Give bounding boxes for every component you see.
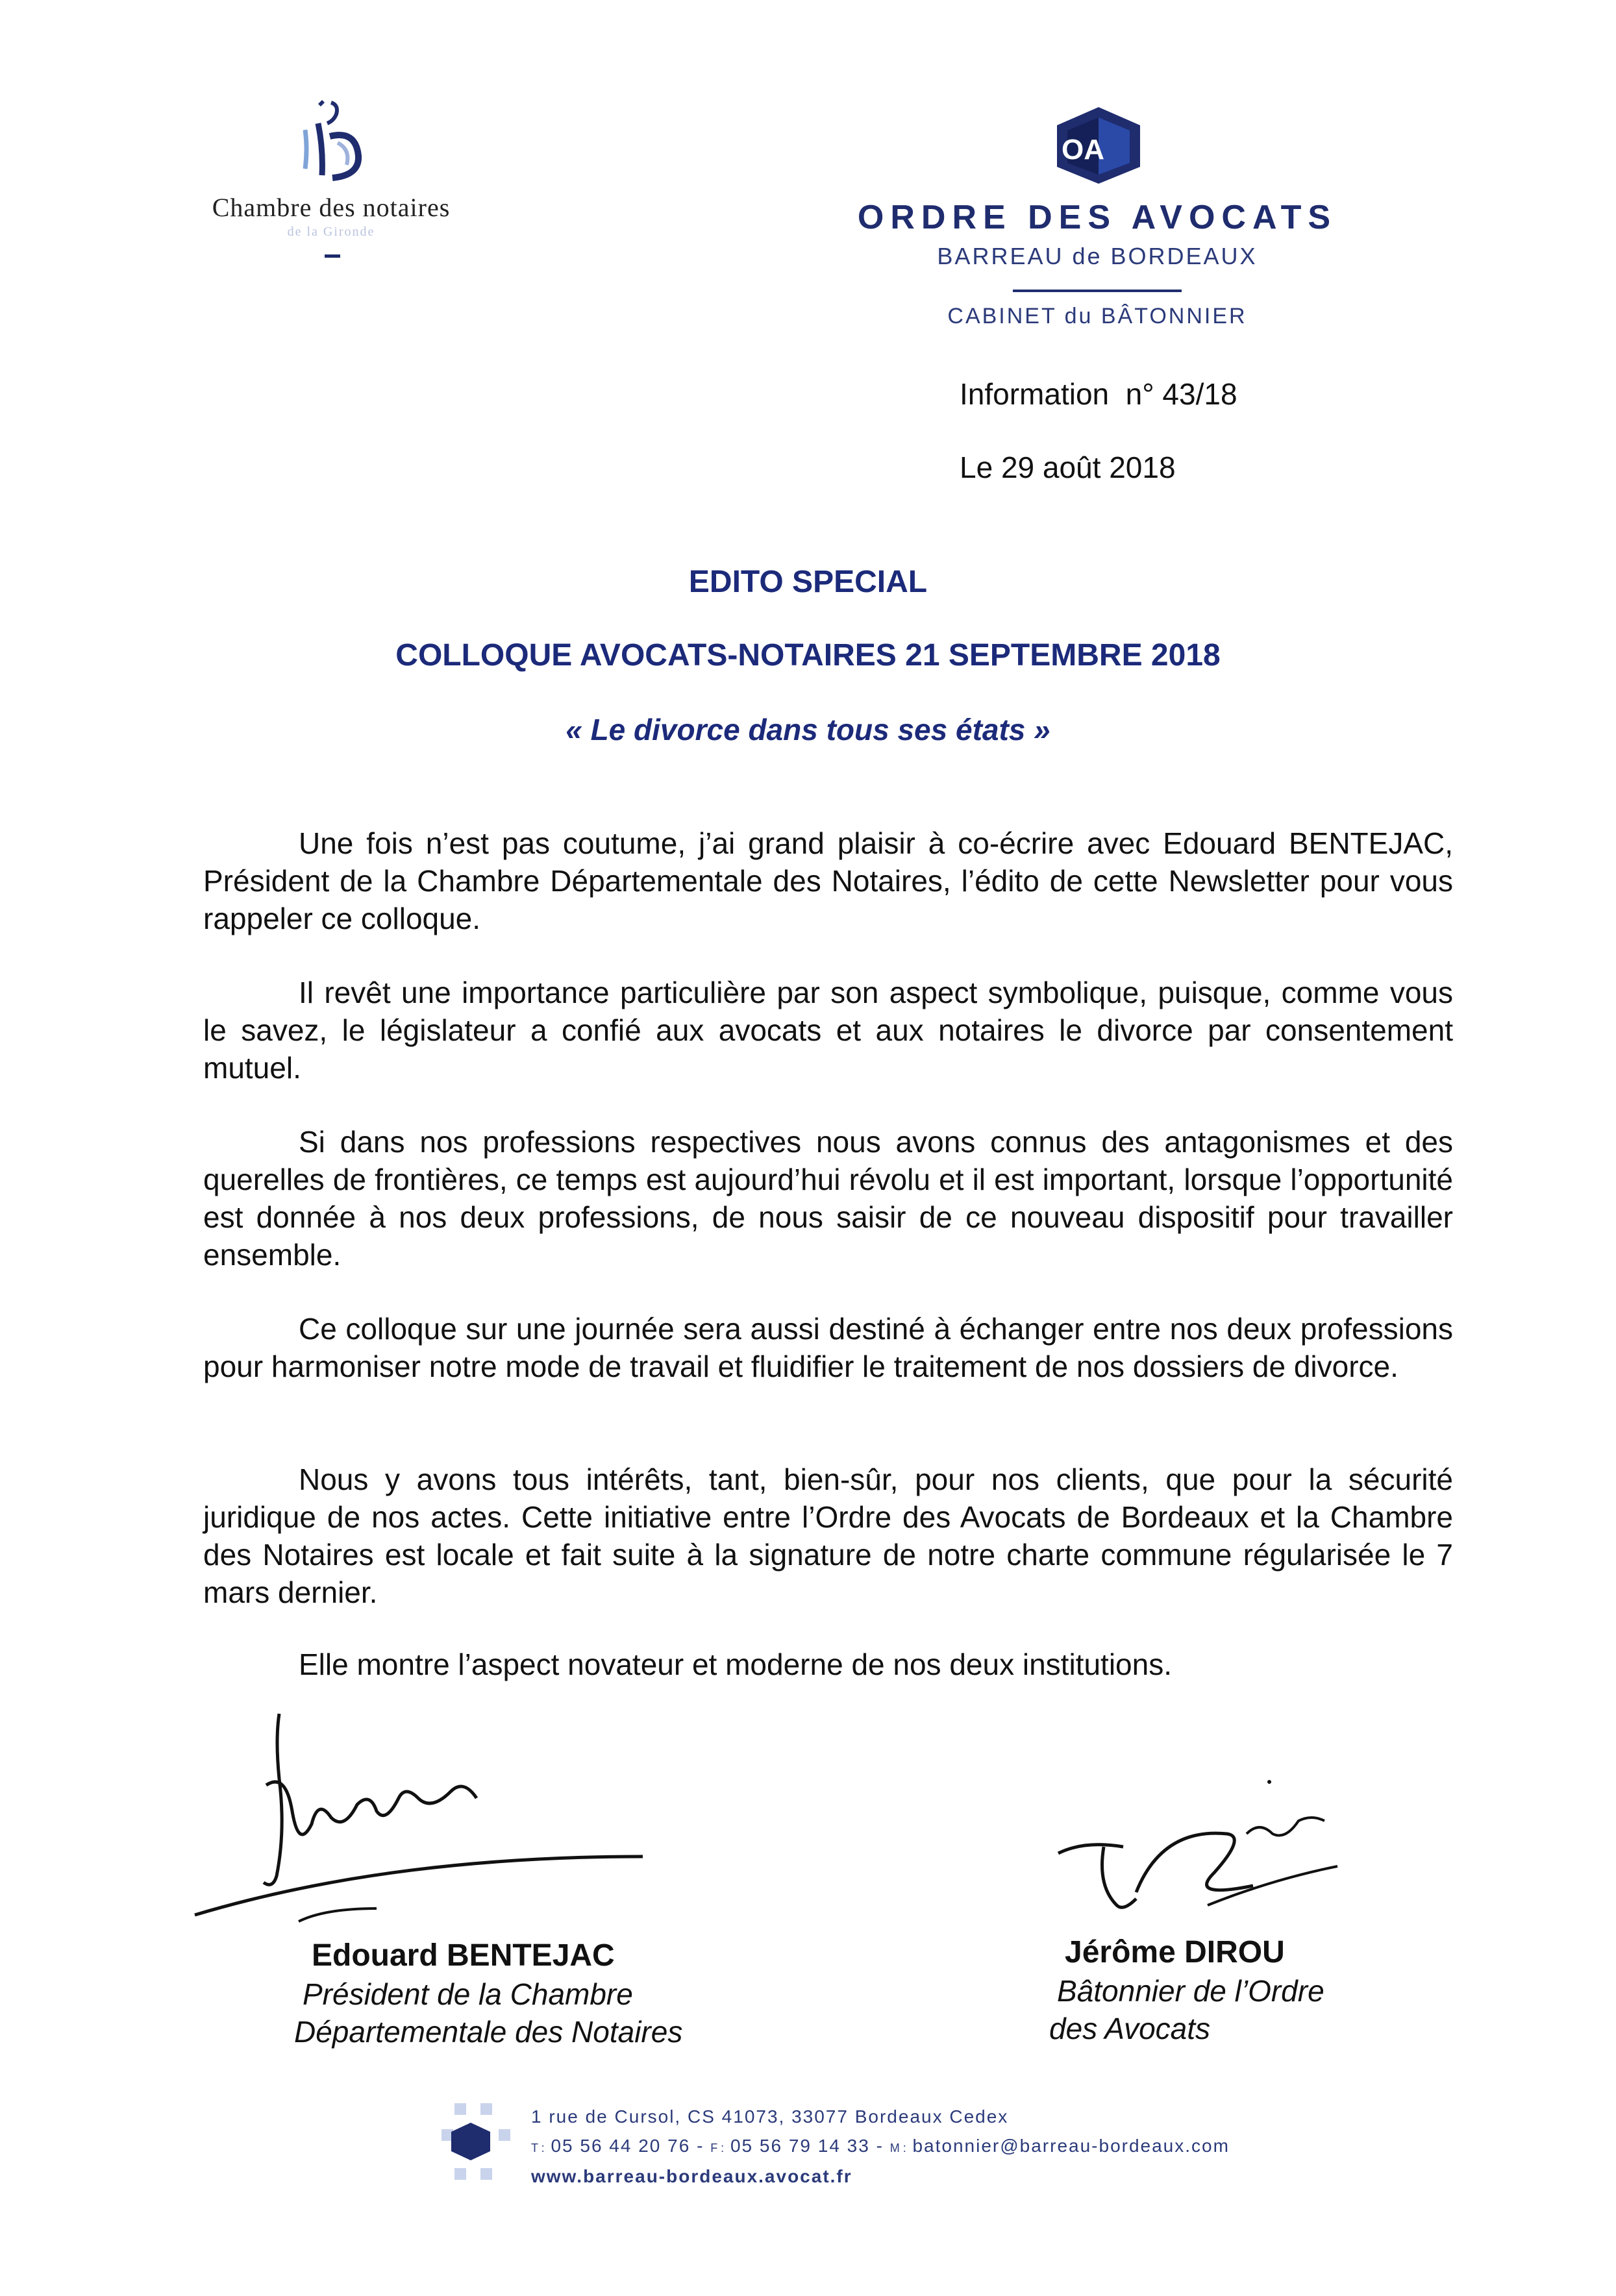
- tel-number: 05 56 44 20 76: [551, 2136, 691, 2156]
- right-signer-role-line2: des Avocats: [1049, 2012, 1211, 2045]
- footer-address: 1 rue de Cursol, CS 41073, 33077 Bordeaux Cedex: [531, 2106, 1009, 2127]
- left-signer-role-line1: Président de la Chambre: [303, 1977, 633, 2011]
- left-signer-role-line2: Départementale des Notaires: [294, 2015, 683, 2049]
- body-paragraph-4: Ce colloque sur une journée sera aussi destiné à échanger entre nos deux professions pour harmoniser notre mode de travail et fluidifier le traitement de nos dossiers de divorce.: [203, 1312, 1453, 1383]
- footer-oa-logo-icon: [441, 2103, 513, 2188]
- signature-left-icon: [188, 1701, 656, 1928]
- colloque-title: COLLOQUE AVOCATS-NOTAIRES 21 SEPTEMBRE 2018: [395, 638, 1221, 673]
- logo-divider: [1013, 290, 1182, 292]
- footer-website-link[interactable]: www.barreau-bordeaux.avocat.fr: [531, 2166, 852, 2186]
- right-signer-role-line1: Bâtonnier de l’Ordre: [1057, 1974, 1324, 2008]
- fax-label: F :: [710, 2142, 725, 2154]
- signature-right-icon: [1052, 1775, 1344, 1925]
- footer-email-link[interactable]: batonnier@barreau-bordeaux.com: [912, 2136, 1230, 2156]
- letter-date: Le 29 août 2018: [960, 451, 1176, 484]
- body-paragraph-5: Nous y avons tous intérêts, tant, bien-sûr, pour nos clients, que pour la sécurité juridique de nos actes. Cette initiative entre l’Ordre des Avocats de Bordeaux et la Chambre des Notaires est locale et fait suite à la signature de notre charte commune régularisée le 7 mars dernier.: [203, 1463, 1453, 1609]
- ordre-title: ORDRE DES AVOCATS: [857, 199, 1337, 236]
- body-paragraph-1: Une fois n’est pas coutume, j’ai grand plaisir à co-écrire avec Edouard BENTEJAC, Président de la Chambre Départementale des Notaires, l’édito de cette Newsletter pour vous rappeler ce colloque.: [203, 826, 1453, 935]
- notaires-emblem-icon: [292, 97, 370, 188]
- notaires-logo: [162, 97, 500, 273]
- footer-contact-line: T : 05 56 44 20 76 - F : 05 56 79 14 33 - M : batonnier@barreau-bordeaux.com: [531, 2136, 1230, 2156]
- oa-cube-icon: [1057, 107, 1140, 184]
- oa-mark-text: OA: [1062, 134, 1104, 166]
- information-number: Information n° 43/18: [960, 377, 1237, 411]
- tel-label: T :: [531, 2142, 545, 2154]
- cabinet-line: CABINET du BÂTONNIER: [947, 304, 1247, 328]
- body-paragraph-6: Elle montre l’aspect novateur et moderne de nos deux institutions.: [299, 1648, 1172, 1681]
- colloque-subtitle: « Le divorce dans tous ses états »: [566, 713, 1050, 747]
- fax-number: 05 56 79 14 33: [730, 2136, 870, 2156]
- notaires-name: Chambre des notaires: [212, 193, 451, 222]
- edito-title: EDITO SPECIAL: [688, 565, 928, 599]
- mail-label: M :: [889, 2142, 906, 2154]
- barreau-line: BARREAU de BORDEAUX: [937, 243, 1258, 269]
- body-paragraph-2: Il revêt une importance particulière par son aspect symbolique, puisque, comme vous le savez, le législateur a confié aux avocats et aux notaires le divorce par consentement mutuel.: [203, 976, 1453, 1085]
- left-signer-name: Edouard BENTEJAC: [312, 1938, 615, 1973]
- notaires-dash: [325, 254, 340, 258]
- body-paragraph-3: Si dans nos professions respectives nous avons connus des antagonismes et des querelles de frontières, ce temps est aujourd’hui révolu et il est important, lorsque l’opportunité est donnée à nos deux professions, de nous saisir de ce nouveau dispositif pour travailler ensemble.: [203, 1125, 1453, 1272]
- notaires-subline: de la Gironde: [287, 225, 375, 239]
- right-signer-name: Jérôme DIROU: [1065, 1935, 1285, 1969]
